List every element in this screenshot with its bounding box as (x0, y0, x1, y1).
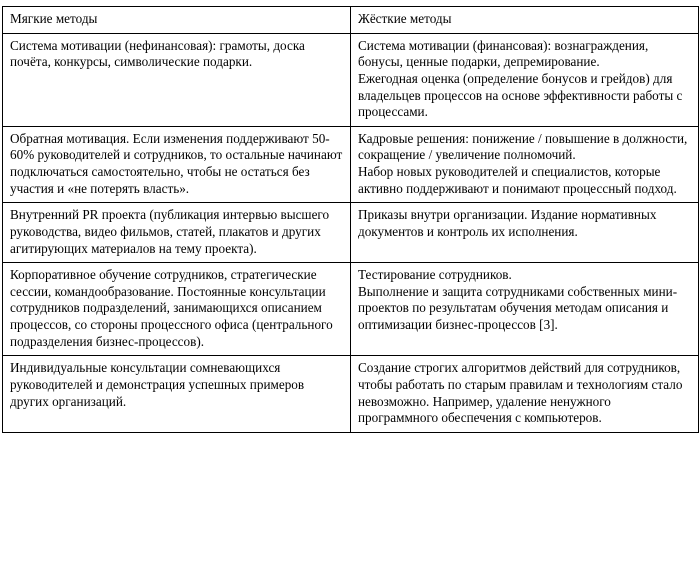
cell-paragraph: Внутренний PR проекта (публикация интервью высшего руководства, видео фильмов, статей, плакатов и других агитирующих материалов на тему проекта). (10, 207, 330, 256)
table-row (3, 203, 699, 263)
table-row (3, 263, 699, 356)
cell-soft-methods (3, 126, 351, 203)
cell-hard-methods (351, 126, 699, 203)
methods-table (2, 6, 699, 433)
cell-paragraph: Набор новых руководителей и специалистов, которые активно поддерживают и понимают процессный подход. (358, 164, 677, 196)
cell-paragraph: Создание строгих алгоритмов действий для сотрудников, чтобы работать по старым правилам и технологиям стало невозможно. Например, удаление ненужного программного обеспечения с компьютеров. (358, 360, 683, 426)
table-row (3, 356, 699, 433)
table-row (3, 33, 699, 126)
table-header-row (3, 7, 699, 34)
cell-hard-methods (351, 203, 699, 263)
cell-hard-methods (351, 263, 699, 356)
cell-soft-methods (3, 33, 351, 126)
cell-paragraph: Система мотивации (финансовая): вознаграждения, бонусы, ценные подарки, депремирование. (358, 37, 649, 70)
cell-soft-methods (3, 356, 351, 433)
cell-paragraph: Выполнение и защита сотрудниками собственных мини-проектов по результатам обучения методам описания и оптимизации бизнес-процессов [3]. (358, 283, 678, 332)
cell-hard-methods (351, 33, 699, 126)
cell-paragraph: Приказы внутри организации. Издание нормативных документов и контроль их исполнения. (358, 207, 657, 239)
table-header (3, 7, 699, 34)
cell-paragraph: Кадровые решения: понижение / повышение в должности, сокращение / увеличение полномочий. (358, 130, 688, 163)
cell-soft-methods (3, 263, 351, 356)
cell-paragraph: Ежегодная оценка (определение бонусов и грейдов) для владельцев процессов на основе эффективности работы с процессами. (358, 70, 683, 120)
cell-paragraph: Система мотивации (нефинансовая): грамоты, доска почёта, конкурсы, символические подарки. (10, 37, 305, 70)
table-body (3, 33, 699, 432)
cell-paragraph: Индивидуальные консультации сомневающихся руководителей и демонстрация успешных примеров других организаций. (10, 360, 305, 409)
cell-hard-methods (351, 356, 699, 433)
column-header-soft-methods: Мягкие методы (3, 7, 351, 34)
cell-paragraph: Обратная мотивация. Если изменения поддерживают 50-60% руководителей и сотрудников, то остальные начинают подключаться самостоятельно, чтобы не остаться без участия и «не потерять власть». (10, 130, 343, 196)
cell-paragraph: Тестирование сотрудников. (358, 267, 512, 283)
cell-paragraph: Корпоративное обучение сотрудников, стратегические сессии, командообразование. Постоянные консультации сотрудников подразделений, занимающихся описанием процессов, со стороны процессного офиса (центрального подразделения бизнес-процессов). (10, 267, 333, 349)
cell-soft-methods (3, 203, 351, 263)
table-row (3, 126, 699, 203)
column-header-hard-methods: Жёсткие методы (351, 7, 699, 34)
